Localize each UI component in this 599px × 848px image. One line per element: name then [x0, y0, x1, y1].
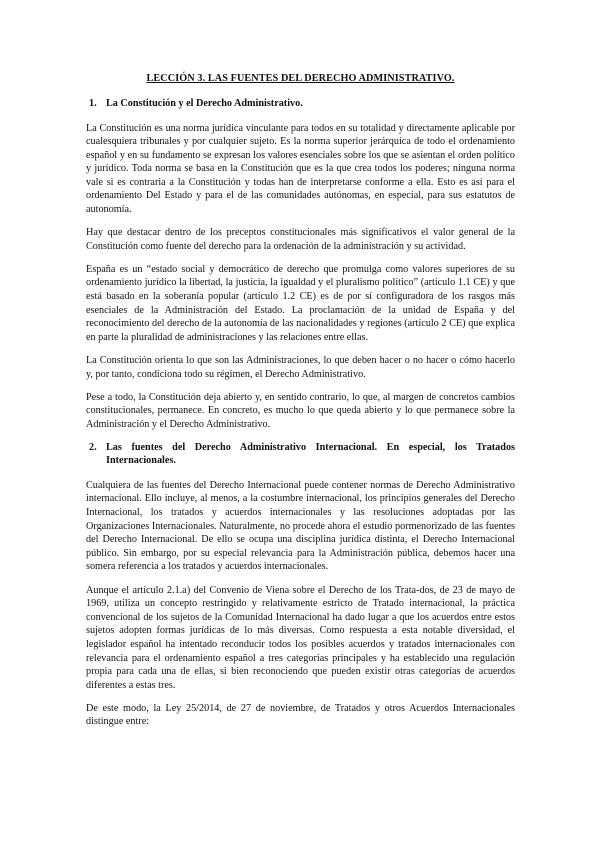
paragraph: Aunque el artículo 2.1.a) del Convenio de Viena sobre el Derecho de los Trata-dos, de 23 de mayo de 1969, utiliza un concepto restringido y relativamente estricto de Tratado internacional, la práctica convencional de los sujetos de la Comunidad Internacional ha dado lugar a que los acuerdos entre estos sujetos adopten formas jurídicas de lo más diversas. Como respuesta a esta notable diversidad, el legislador español ha intentado reconducir todos los posibles acuerdos y tratados internacionales con relevancia para el ordenamiento español a tres categorías principales y ha establecido una regulación propia para cada una de ellas, si bien reconociendo que pueden existir otras categorías de acuerdos diferentes a estas tres.: [86, 584, 515, 691]
section-1-heading-text: La Constitución y el Derecho Administrativo.: [106, 98, 303, 109]
paragraph: Pese a todo, la Constitución deja abierto y, en sentido contrario, lo que, al margen de concretos cambios constitucionales, permanece. En concreto, es mucho lo que queda abierto y lo que permanece sobre la Administración y el Derecho Administrativo.: [86, 391, 515, 430]
paragraph: De este modo, la Ley 25/2014, de 27 de noviembre, de Tratados y otros Acuerdos Internacionales distingue entre:: [86, 702, 515, 728]
paragraph: Cualquiera de las fuentes del Derecho Internacional puede contener normas de Derecho Administrativo internacional. Ello incluye, al menos, a la costumbre internacional, los principios generales del Derecho Internacional, los tratados y acuerdos internacionales y las resoluciones adoptadas por las Organizaciones Internacionales. Naturalmente, no procede ahora el estudio pormenorizado de las fuentes del Derecho Internacional. De ello se ocupa una disciplina jurídica distinta, el Derecho Internacional público. Sin embargo, por su especial relevancia para la Administración pública, debemos hacer una somera referencia a los tratados y acuerdos internacionales.: [86, 479, 515, 573]
section-2-heading: [86, 441, 515, 468]
section-1-number: 1.: [89, 98, 97, 109]
section-1-heading: [86, 97, 515, 111]
paragraph: España es un “estado social y democrático de derecho que promulga como valores superiores de su ordenamiento jurídico la libertad, la justicia, la igualdad y el pluralismo político” (artículo 1.1 CE) y que está basado en la soberanía popular (artículo 1.2 CE) es de por sí configuradora de los rasgos más esenciales de la Administración del Estado. La proclamación de la unidad de España y del reconocimiento del derecho de la autonomía de las nacionalidades y regiones (artículo 2 CE) que explica en parte la pluralidad de administraciones y las relaciones entre ellas.: [86, 263, 515, 343]
document-body: [86, 72, 515, 738]
paragraph: Hay que destacar dentro de los preceptos constitucionales más significativos el valor general de la Constitución como fuente del derecho para la ordenación de la administración y su actividad.: [86, 227, 515, 252]
section-2-number: 2.: [89, 441, 97, 453]
section-2-heading-text: Las fuentes del Derecho Administrativo Internacional. En especial, los Tratados Internacionales.: [106, 441, 515, 467]
lesson-title: LECCIÓN 3. LAS FUENTES DEL DERECHO ADMINISTRATIVO.: [146, 73, 455, 84]
paragraph: La Constitución orienta lo que son las Administraciones, lo que deben hacer o no hacer o cómo hacerlo y, por tanto, condiciona todo su régimen, el Derecho Administrativo.: [86, 354, 515, 380]
paragraph: La Constitución es una norma jurídica vinculante para todos en su totalidad y directamente aplicable por cualesquiera tribunales y por cualquier sujeto. Es la norma superior jerárquica de todo el ordenamiento español y en su fundamento se expresan los valores esenciales sobre los que se asientan el orden político y jurídico. Toda norma se basa en la Constitución que es la que crea todos los poderes; ninguna norma vale si es contraria a la Constitución y todas han de interpretarse conforme a ella. Esto es así para el ordenamiento Del Estado y para el de las comunidades autónomas, en especial, para sus estatutos de autonomía.: [86, 122, 515, 216]
